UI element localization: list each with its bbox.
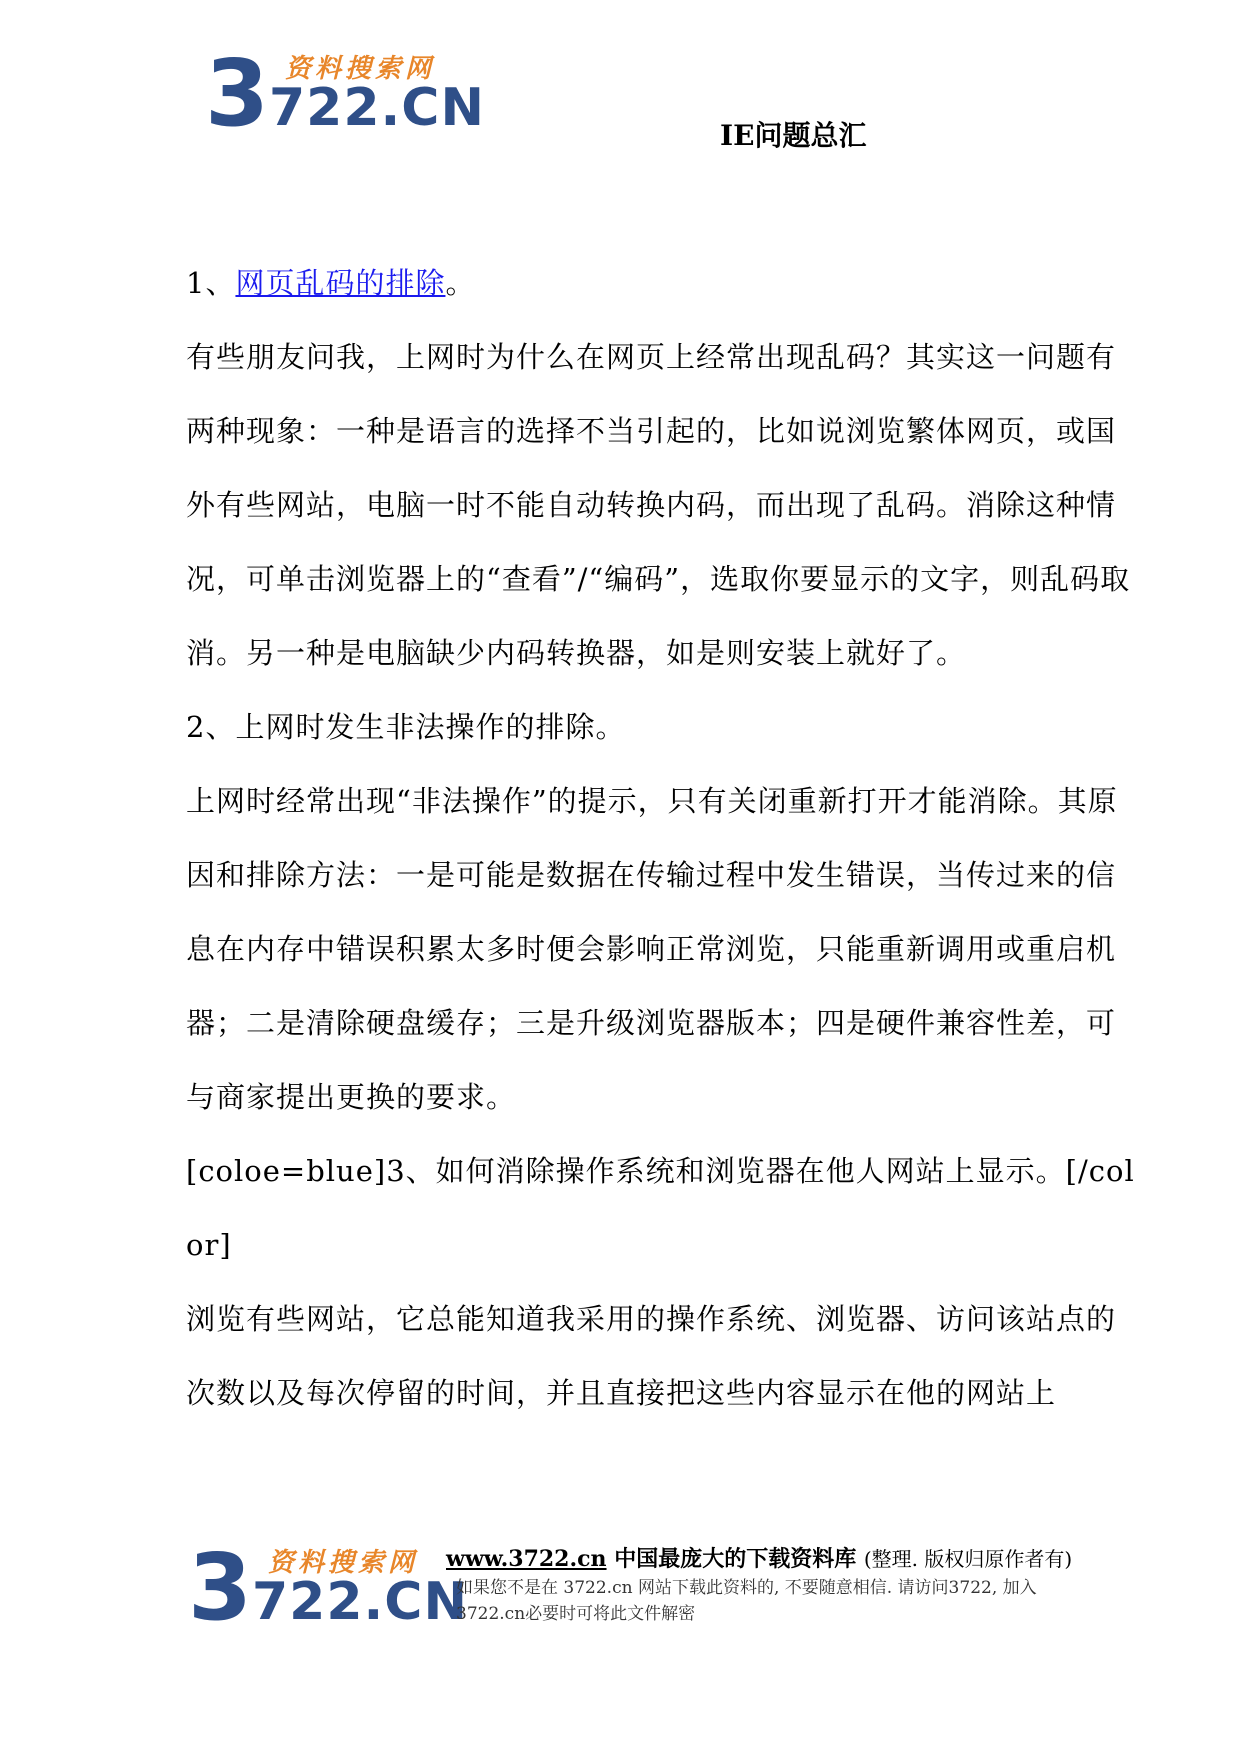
section-3-paragraph: 浏览有些网站，它总能知道我采用的操作系统、浏览器、访问该站点的次数以及每次停留的时间，并且直接把这些内容显示在他的网站上 — [186, 1302, 1117, 1410]
page-footer — [446, 1542, 1146, 1627]
footer-copyright-note: (整理. 版权归原作者有) — [863, 1547, 1073, 1571]
footer-headline — [446, 1542, 1146, 1573]
section-2-paragraph: 上网时经常出现“非法操作”的提示，只有关闭重新打开才能消除。其原因和排除方法：一是可能是数据在传输过程中发生错误，当传过来的信息在内存中错误积累太多时便会影响正常浏览，只能重新调用或重启机器；二是清除硬盘缓存；三是升级浏览器版本；四是硬件兼容性差，可与商家提出更换的要求。 — [186, 784, 1118, 1114]
footer-slogan: 中国最庞大的下载资料库 — [606, 1546, 864, 1572]
logo-digit: 3 — [205, 40, 270, 147]
section-1-period: 。 — [445, 266, 476, 300]
section-1-paragraph: 有些朋友问我，上网时为什么在网页上经常出现乱码？其实这一问题有两种现象：一种是语言的选择不当引起的，比如说浏览繁体网页，或国外有些网站，电脑一时不能自动转换内码，而出现了乱码。消除这种情况，可单击浏览器上的“查看”/“编码”，选取你要显示的文字，则乱码取消。另一种是电脑缺少内码转换器，如是则安装上就好了。 — [186, 340, 1131, 670]
section-1-heading — [186, 246, 1136, 320]
footer-logo-digit: 3 — [188, 1534, 253, 1641]
document-title: IE问题总汇 — [720, 119, 867, 152]
section-1-link[interactable]: 网页乱码的排除 — [235, 266, 446, 300]
site-logo — [205, 40, 485, 147]
footer-disclaimer: 如果您不是在 3722.cn 网站下载此资料的, 不要随意相信. 请访问3722, 加入 3722.cn必要时可将此文件解密 — [456, 1578, 1037, 1624]
footer-url-link[interactable]: www.3722.cn — [446, 1546, 607, 1572]
section-3-heading: [coloe=blue]3、如何消除操作系统和浏览器在他人网站上显示。[/color] — [186, 1154, 1135, 1262]
section-1-number: 1、 — [186, 266, 236, 300]
logo-domain: 722.CN — [269, 78, 485, 138]
logo-tagline: 资料搜索网 — [285, 54, 436, 84]
footer-logo-domain: 722.CN — [252, 1572, 468, 1632]
footer-logo-tagline: 资料搜索网 — [268, 1548, 419, 1578]
footer-logo — [188, 1534, 468, 1641]
document-body — [186, 246, 1136, 1430]
section-2-heading: 2、上网时发生非法操作的排除。 — [186, 710, 626, 744]
